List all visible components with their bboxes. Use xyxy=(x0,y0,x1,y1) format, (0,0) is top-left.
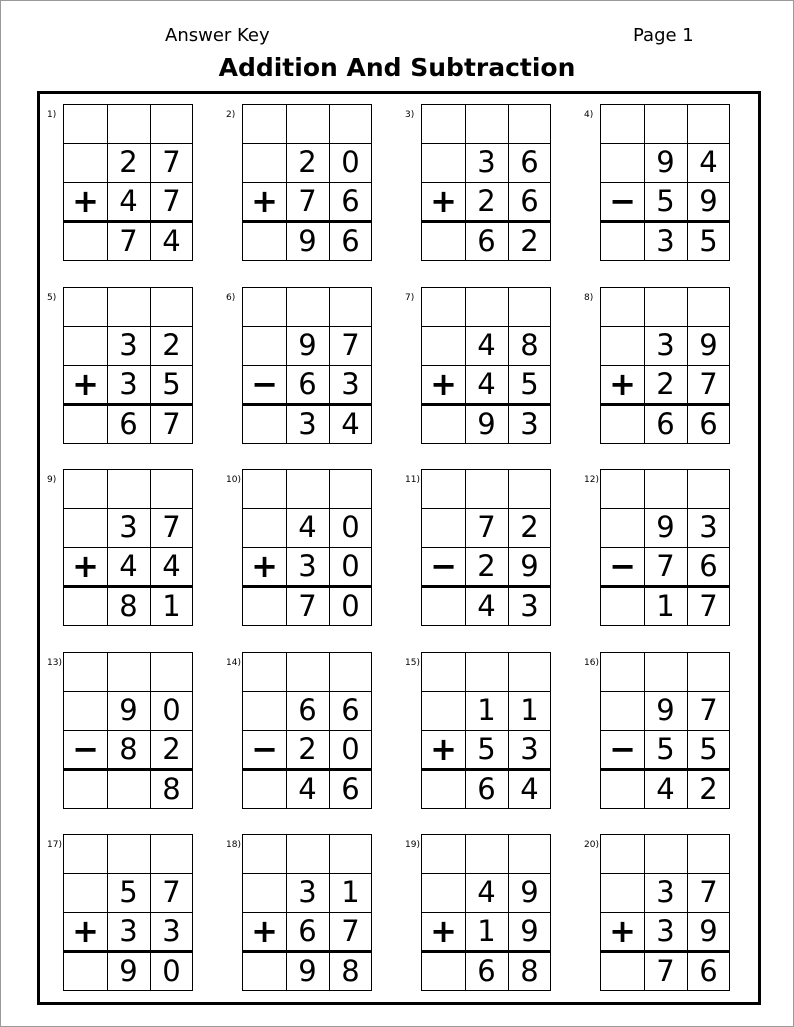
top-ones-digit: 9 xyxy=(520,875,539,909)
answer-ones-digit: 8 xyxy=(520,954,539,988)
bottom-tens-digit: 2 xyxy=(477,183,496,218)
bottom-ones-digit: 7 xyxy=(341,913,360,948)
bottom-tens-digit: 3 xyxy=(119,913,138,948)
problem-number: 13) xyxy=(47,658,62,668)
answer-tens-digit: 9 xyxy=(477,407,496,441)
problem xyxy=(405,469,551,626)
bottom-ones-digit: 3 xyxy=(341,366,360,401)
answer-tens-digit: 6 xyxy=(656,407,675,441)
top-ones-digit: 1 xyxy=(520,693,539,727)
plus-sign: + xyxy=(72,182,99,220)
plus-sign: + xyxy=(72,365,99,403)
top-tens-digit: 1 xyxy=(477,693,496,727)
answer-key-label: Answer Key xyxy=(165,25,270,46)
top-ones-digit: 2 xyxy=(162,328,181,362)
top-tens-digit: 9 xyxy=(656,693,675,727)
top-tens-digit: 3 xyxy=(119,328,138,362)
top-tens-digit: 2 xyxy=(298,145,317,179)
bottom-tens-digit: 2 xyxy=(298,731,317,766)
answer-ones-digit: 3 xyxy=(520,407,539,441)
problem-grid xyxy=(63,834,193,991)
problem xyxy=(47,104,193,261)
answer-tens-digit: 4 xyxy=(298,772,317,806)
problem-grid xyxy=(63,104,193,261)
top-tens-digit: 9 xyxy=(298,328,317,362)
problem xyxy=(405,652,551,809)
plus-sign: + xyxy=(72,912,99,950)
top-ones-digit: 7 xyxy=(162,510,181,544)
bottom-tens-digit: 8 xyxy=(119,731,138,766)
bottom-ones-digit: 9 xyxy=(520,913,539,948)
bottom-tens-digit: 4 xyxy=(119,548,138,583)
bottom-ones-digit: 6 xyxy=(699,548,718,583)
answer-tens-digit: 7 xyxy=(656,954,675,988)
problem-grid xyxy=(600,469,730,626)
answer-tens-digit: 4 xyxy=(656,772,675,806)
answer-ones-digit: 6 xyxy=(699,954,718,988)
top-ones-digit: 7 xyxy=(699,693,718,727)
problem-grid xyxy=(63,469,193,626)
bottom-tens-digit: 6 xyxy=(298,913,317,948)
bottom-ones-digit: 0 xyxy=(341,548,360,583)
top-ones-digit: 0 xyxy=(341,510,360,544)
bottom-ones-digit: 4 xyxy=(162,548,181,583)
top-ones-digit: 4 xyxy=(699,145,718,179)
problem-grid xyxy=(242,469,372,626)
problem xyxy=(584,469,730,626)
plus-sign: + xyxy=(430,365,457,403)
problem xyxy=(47,287,193,444)
bottom-ones-digit: 0 xyxy=(341,731,360,766)
answer-ones-digit: 6 xyxy=(699,407,718,441)
answer-ones-digit: 7 xyxy=(162,407,181,441)
top-ones-digit: 7 xyxy=(162,145,181,179)
problem-number: 6) xyxy=(226,293,236,303)
answer-tens-digit: 6 xyxy=(477,224,496,258)
answer-ones-digit: 5 xyxy=(699,224,718,258)
top-ones-digit: 1 xyxy=(341,875,360,909)
answer-ones-digit: 4 xyxy=(520,772,539,806)
problem-grid xyxy=(63,652,193,809)
answer-tens-digit: 9 xyxy=(119,954,138,988)
bottom-ones-digit: 3 xyxy=(162,913,181,948)
top-tens-digit: 9 xyxy=(656,510,675,544)
top-ones-digit: 2 xyxy=(520,510,539,544)
bottom-ones-digit: 5 xyxy=(699,731,718,766)
top-ones-digit: 6 xyxy=(520,145,539,179)
top-ones-digit: 7 xyxy=(699,875,718,909)
minus-sign: − xyxy=(609,182,636,220)
bottom-tens-digit: 4 xyxy=(477,366,496,401)
bottom-tens-digit: 7 xyxy=(298,183,317,218)
problem xyxy=(584,652,730,809)
minus-sign: − xyxy=(251,365,278,403)
problem-number: 9) xyxy=(47,475,57,485)
bottom-tens-digit: 5 xyxy=(656,183,675,218)
answer-tens-digit: 9 xyxy=(298,224,317,258)
top-tens-digit: 4 xyxy=(477,328,496,362)
bottom-tens-digit: 3 xyxy=(298,548,317,583)
problem-grid xyxy=(600,287,730,444)
top-ones-digit: 3 xyxy=(699,510,718,544)
top-tens-digit: 6 xyxy=(298,693,317,727)
problem xyxy=(226,834,372,991)
answer-tens-digit: 7 xyxy=(298,589,317,623)
bottom-tens-digit: 3 xyxy=(656,913,675,948)
answer-ones-digit: 4 xyxy=(162,224,181,258)
bottom-ones-digit: 7 xyxy=(162,183,181,218)
top-tens-digit: 4 xyxy=(298,510,317,544)
minus-sign: − xyxy=(72,730,99,768)
bottom-tens-digit: 7 xyxy=(656,548,675,583)
answer-ones-digit: 0 xyxy=(341,589,360,623)
answer-ones-digit: 6 xyxy=(341,772,360,806)
answer-tens-digit: 6 xyxy=(477,772,496,806)
bottom-tens-digit: 1 xyxy=(477,913,496,948)
problem xyxy=(405,287,551,444)
bottom-ones-digit: 2 xyxy=(162,731,181,766)
problem-number: 4) xyxy=(584,110,594,120)
problem xyxy=(584,834,730,991)
top-tens-digit: 7 xyxy=(477,510,496,544)
problem-grid xyxy=(421,469,551,626)
problem xyxy=(584,287,730,444)
problem-grid xyxy=(242,834,372,991)
answer-tens-digit: 7 xyxy=(119,224,138,258)
answer-ones-digit: 2 xyxy=(699,772,718,806)
problem-grid xyxy=(421,287,551,444)
plus-sign: + xyxy=(609,912,636,950)
problem-number: 15) xyxy=(405,658,420,668)
problem xyxy=(405,104,551,261)
minus-sign: − xyxy=(251,730,278,768)
answer-tens-digit: 6 xyxy=(477,954,496,988)
top-tens-digit: 3 xyxy=(298,875,317,909)
problem-number: 8) xyxy=(584,293,594,303)
worksheet-title: Addition And Subtraction xyxy=(218,53,576,82)
top-ones-digit: 7 xyxy=(162,875,181,909)
plus-sign: + xyxy=(430,912,457,950)
plus-sign: + xyxy=(430,730,457,768)
top-tens-digit: 5 xyxy=(119,875,138,909)
problem-grid xyxy=(600,104,730,261)
bottom-ones-digit: 5 xyxy=(162,366,181,401)
top-ones-digit: 9 xyxy=(699,328,718,362)
top-ones-digit: 0 xyxy=(162,693,181,727)
problem-number: 2) xyxy=(226,110,236,120)
problem-grid xyxy=(600,652,730,809)
bottom-tens-digit: 5 xyxy=(656,731,675,766)
top-ones-digit: 7 xyxy=(341,328,360,362)
plus-sign: + xyxy=(251,182,278,220)
plus-sign: + xyxy=(251,912,278,950)
problem-grid xyxy=(242,104,372,261)
answer-tens-digit: 1 xyxy=(656,589,675,623)
top-ones-digit: 8 xyxy=(520,328,539,362)
top-tens-digit: 3 xyxy=(477,145,496,179)
bottom-tens-digit: 6 xyxy=(298,366,317,401)
bottom-ones-digit: 6 xyxy=(520,183,539,218)
answer-ones-digit: 1 xyxy=(162,589,181,623)
plus-sign: + xyxy=(251,547,278,585)
answer-ones-digit: 7 xyxy=(699,589,718,623)
top-tens-digit: 2 xyxy=(119,145,138,179)
problem-grid xyxy=(421,104,551,261)
bottom-ones-digit: 3 xyxy=(520,731,539,766)
problem-number: 3) xyxy=(405,110,415,120)
plus-sign: + xyxy=(430,182,457,220)
answer-tens-digit: 3 xyxy=(298,407,317,441)
problem-number: 10) xyxy=(226,475,241,485)
page-number: Page 1 xyxy=(633,25,694,46)
problem xyxy=(47,652,193,809)
answer-ones-digit: 6 xyxy=(341,224,360,258)
problem-number: 17) xyxy=(47,840,62,850)
answer-ones-digit: 8 xyxy=(341,954,360,988)
bottom-tens-digit: 2 xyxy=(656,366,675,401)
answer-tens-digit: 8 xyxy=(119,589,138,623)
plus-sign: + xyxy=(609,365,636,403)
bottom-ones-digit: 7 xyxy=(699,366,718,401)
top-ones-digit: 0 xyxy=(341,145,360,179)
bottom-tens-digit: 4 xyxy=(119,183,138,218)
problem xyxy=(226,287,372,444)
bottom-ones-digit: 6 xyxy=(341,183,360,218)
problem-number: 11) xyxy=(405,475,420,485)
problem xyxy=(226,652,372,809)
problem-grid xyxy=(242,287,372,444)
problem xyxy=(47,469,193,626)
problem-grid xyxy=(600,834,730,991)
answer-ones-digit: 0 xyxy=(162,954,181,988)
answer-ones-digit: 8 xyxy=(162,772,181,806)
plus-sign: + xyxy=(72,547,99,585)
top-tens-digit: 3 xyxy=(656,875,675,909)
answer-ones-digit: 4 xyxy=(341,407,360,441)
problem xyxy=(226,104,372,261)
top-tens-digit: 3 xyxy=(656,328,675,362)
minus-sign: − xyxy=(430,547,457,585)
answer-tens-digit: 9 xyxy=(298,954,317,988)
bottom-ones-digit: 9 xyxy=(520,548,539,583)
problem-number: 19) xyxy=(405,840,420,850)
top-tens-digit: 9 xyxy=(656,145,675,179)
problem xyxy=(47,834,193,991)
bottom-ones-digit: 9 xyxy=(699,183,718,218)
top-tens-digit: 3 xyxy=(119,510,138,544)
problem-number: 1) xyxy=(47,110,57,120)
top-tens-digit: 9 xyxy=(119,693,138,727)
bottom-tens-digit: 3 xyxy=(119,366,138,401)
problem xyxy=(405,834,551,991)
problem-number: 20) xyxy=(584,840,599,850)
problem-number: 14) xyxy=(226,658,241,668)
problem xyxy=(226,469,372,626)
answer-tens-digit: 3 xyxy=(656,224,675,258)
minus-sign: − xyxy=(609,730,636,768)
problem-number: 5) xyxy=(47,293,57,303)
answer-ones-digit: 2 xyxy=(520,224,539,258)
answer-tens-digit: 4 xyxy=(477,589,496,623)
top-tens-digit: 4 xyxy=(477,875,496,909)
problem xyxy=(584,104,730,261)
answer-tens-digit xyxy=(107,771,150,808)
top-ones-digit: 6 xyxy=(341,693,360,727)
problem-grid xyxy=(421,834,551,991)
problem-number: 7) xyxy=(405,293,415,303)
problem-number: 16) xyxy=(584,658,599,668)
bottom-tens-digit: 2 xyxy=(477,548,496,583)
bottom-ones-digit: 9 xyxy=(699,913,718,948)
answer-tens-digit: 6 xyxy=(119,407,138,441)
minus-sign: − xyxy=(609,547,636,585)
problem-number: 12) xyxy=(584,475,599,485)
bottom-tens-digit: 5 xyxy=(477,731,496,766)
problem-grid xyxy=(421,652,551,809)
answer-ones-digit: 3 xyxy=(520,589,539,623)
problem-grid xyxy=(242,652,372,809)
problem-number: 18) xyxy=(226,840,241,850)
bottom-ones-digit: 5 xyxy=(520,366,539,401)
problem-grid xyxy=(63,287,193,444)
